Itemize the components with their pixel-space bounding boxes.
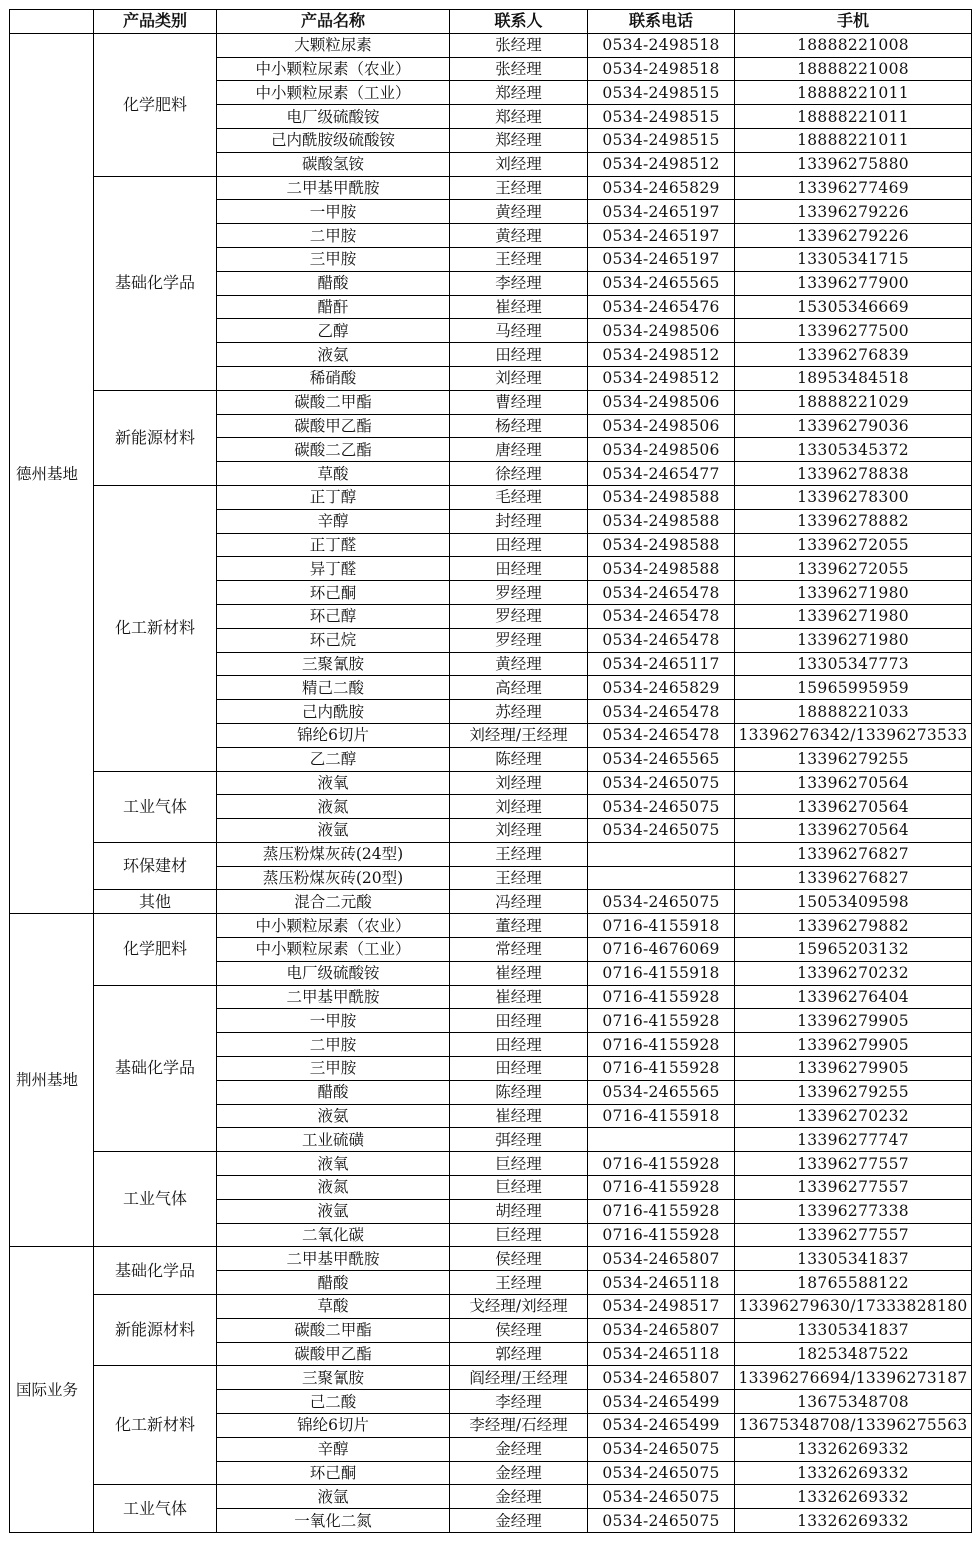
contact-person-cell: 李经理 — [450, 271, 588, 295]
phone-cell — [588, 1128, 735, 1152]
product-name-cell: 中小颗粒尿素（工业） — [217, 81, 450, 105]
product-name-cell: 二氧化碳 — [217, 1223, 450, 1247]
mobile-cell: 18888221008 — [735, 33, 972, 57]
phone-cell: 0534-2465829 — [588, 676, 735, 700]
phone-cell: 0534-2498515 — [588, 128, 735, 152]
table-row — [10, 1247, 972, 1271]
product-name-cell: 二甲胺 — [217, 1033, 450, 1057]
mobile-cell: 13396276839 — [735, 343, 972, 367]
product-name-cell: 三聚氰胺 — [217, 1366, 450, 1390]
mobile-cell: 13326269332 — [735, 1509, 972, 1533]
contact-person-cell: 崔经理 — [450, 961, 588, 985]
mobile-cell: 13396270564 — [735, 795, 972, 819]
mobile-cell: 18888221033 — [735, 700, 972, 724]
phone-cell — [588, 842, 735, 866]
mobile-cell: 13396278882 — [735, 509, 972, 533]
contact-person-cell: 侯经理 — [450, 1318, 588, 1342]
contact-person-cell: 戈经理/刘经理 — [450, 1295, 588, 1319]
phone-cell: 0716-4155928 — [588, 1152, 735, 1176]
category-cell: 新能源材料 — [94, 390, 217, 485]
contact-person-cell: 董经理 — [450, 914, 588, 938]
contact-person-cell: 田经理 — [450, 1009, 588, 1033]
product-name-cell: 锦纶6切片 — [217, 723, 450, 747]
mobile-cell: 18888221011 — [735, 81, 972, 105]
contact-person-cell: 马经理 — [450, 319, 588, 343]
mobile-cell: 13396270564 — [735, 819, 972, 843]
product-name-cell: 液氧 — [217, 1152, 450, 1176]
phone-cell: 0534-2498512 — [588, 366, 735, 390]
mobile-cell: 13396275880 — [735, 152, 972, 176]
category-cell: 新能源材料 — [94, 1295, 217, 1366]
contact-person-cell: 田经理 — [450, 533, 588, 557]
mobile-cell: 13396279630/17333828180 — [735, 1295, 972, 1319]
product-name-cell: 草酸 — [217, 1295, 450, 1319]
mobile-cell: 13396276404 — [735, 985, 972, 1009]
category-cell: 工业气体 — [94, 1485, 217, 1533]
mobile-cell: 13396277500 — [735, 319, 972, 343]
mobile-cell: 13396277900 — [735, 271, 972, 295]
product-name-cell: 己内酰胺级硫酸铵 — [217, 128, 450, 152]
category-cell: 化学肥料 — [94, 914, 217, 985]
header-row — [10, 10, 972, 34]
mobile-cell: 13396277747 — [735, 1128, 972, 1152]
mobile-cell: 15965203132 — [735, 938, 972, 962]
product-name-cell: 工业硫磺 — [217, 1128, 450, 1152]
phone-cell: 0534-2465075 — [588, 890, 735, 914]
mobile-cell: 13396279882 — [735, 914, 972, 938]
contact-person-cell: 刘经理 — [450, 819, 588, 843]
contact-person-cell: 弭经理 — [450, 1128, 588, 1152]
product-name-cell: 环己醇 — [217, 604, 450, 628]
table-row — [10, 985, 972, 1009]
mobile-cell: 15053409598 — [735, 890, 972, 914]
phone-cell: 0534-2498506 — [588, 438, 735, 462]
contact-person-cell: 刘经理 — [450, 771, 588, 795]
product-name-cell: 二甲基甲酰胺 — [217, 1247, 450, 1271]
product-name-cell: 液氩 — [217, 819, 450, 843]
product-name-cell: 二甲基甲酰胺 — [217, 176, 450, 200]
category-cell: 其他 — [94, 890, 217, 914]
contact-person-cell: 张经理 — [450, 57, 588, 81]
phone-cell — [588, 866, 735, 890]
table-row — [10, 771, 972, 795]
category-cell: 化工新材料 — [94, 1366, 217, 1485]
product-contact-table — [9, 9, 972, 1533]
phone-cell: 0534-2465117 — [588, 652, 735, 676]
product-name-cell: 精己二酸 — [217, 676, 450, 700]
contact-person-cell: 田经理 — [450, 1033, 588, 1057]
contact-person-cell: 王经理 — [450, 176, 588, 200]
phone-cell: 0716-4155928 — [588, 1009, 735, 1033]
phone-cell: 0534-2465118 — [588, 1342, 735, 1366]
product-name-cell: 液氨 — [217, 343, 450, 367]
product-name-cell: 二甲基甲酰胺 — [217, 985, 450, 1009]
category-cell: 化学肥料 — [94, 33, 217, 176]
product-name-cell: 辛醇 — [217, 509, 450, 533]
mobile-cell: 13326269332 — [735, 1437, 972, 1461]
mobile-cell: 13396272055 — [735, 557, 972, 581]
phone-cell: 0534-2465075 — [588, 1461, 735, 1485]
table-row — [10, 33, 972, 57]
mobile-cell: 18888221011 — [735, 105, 972, 129]
header-base-cell — [10, 10, 94, 34]
contact-person-cell: 黄经理 — [450, 200, 588, 224]
phone-cell: 0534-2498506 — [588, 319, 735, 343]
product-name-cell: 碳酸氢铵 — [217, 152, 450, 176]
mobile-cell: 13305341837 — [735, 1247, 972, 1271]
contact-person-cell: 王经理 — [450, 866, 588, 890]
base-name-cell: 德州基地 — [10, 33, 94, 913]
phone-cell: 0534-2498512 — [588, 343, 735, 367]
contact-person-cell: 刘经理/王经理 — [450, 723, 588, 747]
mobile-cell: 13326269332 — [735, 1485, 972, 1509]
mobile-cell: 13675348708/13396275563 — [735, 1414, 972, 1438]
product-name-cell: 中小颗粒尿素（工业） — [217, 938, 450, 962]
product-name-cell: 液氧 — [217, 771, 450, 795]
contact-person-cell: 胡经理 — [450, 1199, 588, 1223]
phone-cell: 0534-2465478 — [588, 581, 735, 605]
mobile-cell: 13305347773 — [735, 652, 972, 676]
contact-person-cell: 罗经理 — [450, 628, 588, 652]
phone-cell: 0534-2465477 — [588, 462, 735, 486]
phone-cell: 0716-4155918 — [588, 1104, 735, 1128]
mobile-cell: 13396278300 — [735, 485, 972, 509]
category-cell: 基础化学品 — [94, 1247, 217, 1295]
contact-person-cell: 封经理 — [450, 509, 588, 533]
mobile-cell: 15305346669 — [735, 295, 972, 319]
mobile-cell: 18888221029 — [735, 390, 972, 414]
table-row — [10, 485, 972, 509]
phone-cell: 0534-2498506 — [588, 390, 735, 414]
contact-person-cell: 巨经理 — [450, 1152, 588, 1176]
mobile-cell: 13396279255 — [735, 747, 972, 771]
phone-cell: 0534-2498588 — [588, 485, 735, 509]
product-name-cell: 正丁醛 — [217, 533, 450, 557]
table-row — [10, 1152, 972, 1176]
contact-person-cell: 罗经理 — [450, 604, 588, 628]
mobile-cell: 13396279255 — [735, 1080, 972, 1104]
contact-person-cell: 巨经理 — [450, 1176, 588, 1200]
mobile-cell: 13396270232 — [735, 1104, 972, 1128]
phone-cell: 0716-4155928 — [588, 1199, 735, 1223]
contact-person-cell: 唐经理 — [450, 438, 588, 462]
mobile-cell: 13396279905 — [735, 1057, 972, 1081]
phone-cell: 0534-2465499 — [588, 1414, 735, 1438]
table-row — [10, 1485, 972, 1509]
contact-person-cell: 郑经理 — [450, 128, 588, 152]
phone-cell: 0534-2465197 — [588, 200, 735, 224]
category-cell: 基础化学品 — [94, 985, 217, 1152]
product-name-cell: 己二酸 — [217, 1390, 450, 1414]
product-name-cell: 液氨 — [217, 1104, 450, 1128]
contact-person-cell: 郑经理 — [450, 105, 588, 129]
product-name-cell: 环己酮 — [217, 1461, 450, 1485]
mobile-cell: 13396270564 — [735, 771, 972, 795]
base-name-cell: 荆州基地 — [10, 914, 94, 1247]
contact-person-cell: 常经理 — [450, 938, 588, 962]
mobile-cell: 13396270232 — [735, 961, 972, 985]
mobile-cell: 13396279905 — [735, 1033, 972, 1057]
contact-person-cell: 郭经理 — [450, 1342, 588, 1366]
contact-person-cell: 侯经理 — [450, 1247, 588, 1271]
mobile-cell: 13305345372 — [735, 438, 972, 462]
contact-person-cell: 徐经理 — [450, 462, 588, 486]
product-name-cell: 碳酸甲乙酯 — [217, 1342, 450, 1366]
phone-cell: 0534-2465478 — [588, 628, 735, 652]
category-cell: 基础化学品 — [94, 176, 217, 390]
product-name-cell: 中小颗粒尿素（农业） — [217, 57, 450, 81]
table-row — [10, 914, 972, 938]
mobile-cell: 13396279036 — [735, 414, 972, 438]
contact-person-cell: 陈经理 — [450, 1080, 588, 1104]
contact-person-cell: 田经理 — [450, 557, 588, 581]
phone-cell: 0534-2465807 — [588, 1318, 735, 1342]
contact-person-cell: 高经理 — [450, 676, 588, 700]
contact-person-cell: 黄经理 — [450, 652, 588, 676]
phone-cell: 0534-2465075 — [588, 819, 735, 843]
product-name-cell: 乙二醇 — [217, 747, 450, 771]
product-name-cell: 环己酮 — [217, 581, 450, 605]
product-name-cell: 醋酸 — [217, 1271, 450, 1295]
table-row — [10, 1295, 972, 1319]
product-name-cell: 辛醇 — [217, 1437, 450, 1461]
product-name-cell: 电厂级硫酸铵 — [217, 961, 450, 985]
product-name-cell: 液氮 — [217, 795, 450, 819]
mobile-cell: 13326269332 — [735, 1461, 972, 1485]
phone-cell: 0534-2465197 — [588, 224, 735, 248]
contact-person-cell: 金经理 — [450, 1485, 588, 1509]
mobile-cell: 13396277469 — [735, 176, 972, 200]
product-name-cell: 液氮 — [217, 1176, 450, 1200]
phone-cell: 0534-2465118 — [588, 1271, 735, 1295]
contact-person-cell: 杨经理 — [450, 414, 588, 438]
product-name-cell: 电厂级硫酸铵 — [217, 105, 450, 129]
mobile-cell: 13305341837 — [735, 1318, 972, 1342]
phone-cell: 0534-2465829 — [588, 176, 735, 200]
phone-cell: 0534-2465565 — [588, 1080, 735, 1104]
product-name-cell: 一氧化二氮 — [217, 1509, 450, 1533]
phone-cell: 0534-2465478 — [588, 723, 735, 747]
phone-cell: 0534-2498506 — [588, 414, 735, 438]
contact-person-cell: 田经理 — [450, 1057, 588, 1081]
contact-person-cell: 刘经理 — [450, 366, 588, 390]
category-cell: 工业气体 — [94, 1152, 217, 1247]
contact-person-cell: 黄经理 — [450, 224, 588, 248]
product-name-cell: 醋酐 — [217, 295, 450, 319]
mobile-cell: 13396277338 — [735, 1199, 972, 1223]
mobile-cell: 13396277557 — [735, 1223, 972, 1247]
mobile-cell: 18888221011 — [735, 128, 972, 152]
product-name-cell: 混合二元酸 — [217, 890, 450, 914]
product-name-cell: 碳酸二甲酯 — [217, 390, 450, 414]
table-row — [10, 390, 972, 414]
contact-person-cell: 崔经理 — [450, 985, 588, 1009]
phone-cell: 0534-2465075 — [588, 795, 735, 819]
mobile-cell: 13396276827 — [735, 866, 972, 890]
mobile-cell: 13396277557 — [735, 1176, 972, 1200]
phone-cell: 0534-2465075 — [588, 771, 735, 795]
contact-person-cell: 巨经理 — [450, 1223, 588, 1247]
contact-person-cell: 毛经理 — [450, 485, 588, 509]
category-cell: 化工新材料 — [94, 485, 217, 771]
phone-cell: 0534-2465075 — [588, 1509, 735, 1533]
product-name-cell: 液氩 — [217, 1199, 450, 1223]
phone-cell: 0534-2465478 — [588, 700, 735, 724]
phone-cell: 0534-2498518 — [588, 57, 735, 81]
contact-person-cell: 王经理 — [450, 842, 588, 866]
contact-person-cell: 冯经理 — [450, 890, 588, 914]
product-name-cell: 环己烷 — [217, 628, 450, 652]
header-category: 产品类别 — [94, 10, 217, 34]
phone-cell: 0534-2498588 — [588, 509, 735, 533]
contact-person-cell: 陈经理 — [450, 747, 588, 771]
phone-cell: 0534-2465478 — [588, 604, 735, 628]
contact-person-cell: 李经理/石经理 — [450, 1414, 588, 1438]
phone-cell: 0534-2465807 — [588, 1247, 735, 1271]
table-row — [10, 890, 972, 914]
contact-person-cell: 田经理 — [450, 343, 588, 367]
product-name-cell: 三聚氰胺 — [217, 652, 450, 676]
product-name-cell: 乙醇 — [217, 319, 450, 343]
table-row — [10, 176, 972, 200]
product-name-cell: 稀硝酸 — [217, 366, 450, 390]
contact-person-cell: 郑经理 — [450, 81, 588, 105]
phone-cell: 0716-4155928 — [588, 1033, 735, 1057]
phone-cell: 0534-2498517 — [588, 1295, 735, 1319]
phone-cell: 0716-4155928 — [588, 1176, 735, 1200]
phone-cell: 0534-2498518 — [588, 33, 735, 57]
phone-cell: 0534-2465197 — [588, 247, 735, 271]
mobile-cell: 18253487522 — [735, 1342, 972, 1366]
contact-person-cell: 王经理 — [450, 1271, 588, 1295]
product-name-cell: 醋酸 — [217, 271, 450, 295]
contact-person-cell: 罗经理 — [450, 581, 588, 605]
table-row — [10, 842, 972, 866]
contact-person-cell: 金经理 — [450, 1437, 588, 1461]
mobile-cell: 13396271980 — [735, 581, 972, 605]
mobile-cell: 18888221008 — [735, 57, 972, 81]
contact-person-cell: 崔经理 — [450, 1104, 588, 1128]
base-name-cell: 国际业务 — [10, 1247, 94, 1533]
product-name-cell: 二甲胺 — [217, 224, 450, 248]
product-name-cell: 一甲胺 — [217, 1009, 450, 1033]
mobile-cell: 15965995959 — [735, 676, 972, 700]
mobile-cell: 13396276342/13396273533 — [735, 723, 972, 747]
table-row — [10, 1366, 972, 1390]
product-name-cell: 碳酸二乙酯 — [217, 438, 450, 462]
product-name-cell: 碳酸二甲酯 — [217, 1318, 450, 1342]
contact-person-cell: 崔经理 — [450, 295, 588, 319]
product-name-cell: 己内酰胺 — [217, 700, 450, 724]
product-name-cell: 液氩 — [217, 1485, 450, 1509]
product-name-cell: 一甲胺 — [217, 200, 450, 224]
category-cell: 工业气体 — [94, 771, 217, 842]
phone-cell: 0534-2498588 — [588, 557, 735, 581]
phone-cell: 0534-2498512 — [588, 152, 735, 176]
product-name-cell: 异丁醛 — [217, 557, 450, 581]
phone-cell: 0534-2465499 — [588, 1390, 735, 1414]
phone-cell: 0534-2465075 — [588, 1485, 735, 1509]
mobile-cell: 13396276694/13396273187 — [735, 1366, 972, 1390]
contact-person-cell: 阎经理/王经理 — [450, 1366, 588, 1390]
phone-cell: 0716-4155918 — [588, 961, 735, 985]
phone-cell: 0534-2498515 — [588, 81, 735, 105]
contact-person-cell: 刘经理 — [450, 152, 588, 176]
contact-person-cell: 张经理 — [450, 33, 588, 57]
contact-person-cell: 刘经理 — [450, 795, 588, 819]
contact-person-cell: 金经理 — [450, 1509, 588, 1533]
contact-person-cell: 李经理 — [450, 1390, 588, 1414]
phone-cell: 0534-2465476 — [588, 295, 735, 319]
product-name-cell: 醋酸 — [217, 1080, 450, 1104]
phone-cell: 0716-4155928 — [588, 1057, 735, 1081]
phone-cell: 0716-4676069 — [588, 938, 735, 962]
contact-person-cell: 苏经理 — [450, 700, 588, 724]
mobile-cell: 13396276827 — [735, 842, 972, 866]
mobile-cell: 18953484518 — [735, 366, 972, 390]
mobile-cell: 13396279226 — [735, 200, 972, 224]
product-name-cell: 中小颗粒尿素（农业） — [217, 914, 450, 938]
header-contact-person: 联系人 — [450, 10, 588, 34]
phone-cell: 0534-2465565 — [588, 271, 735, 295]
phone-cell: 0534-2498515 — [588, 105, 735, 129]
mobile-cell: 13396271980 — [735, 604, 972, 628]
product-name-cell: 碳酸甲乙酯 — [217, 414, 450, 438]
product-name-cell: 正丁醇 — [217, 485, 450, 509]
phone-cell: 0534-2465075 — [588, 1437, 735, 1461]
phone-cell: 0534-2465807 — [588, 1366, 735, 1390]
mobile-cell: 13396279226 — [735, 224, 972, 248]
product-name-cell: 大颗粒尿素 — [217, 33, 450, 57]
mobile-cell: 13305341715 — [735, 247, 972, 271]
header-phone: 联系电话 — [588, 10, 735, 34]
product-name-cell: 锦纶6切片 — [217, 1414, 450, 1438]
phone-cell: 0534-2498588 — [588, 533, 735, 557]
mobile-cell: 13396272055 — [735, 533, 972, 557]
phone-cell: 0716-4155928 — [588, 1223, 735, 1247]
phone-cell: 0716-4155918 — [588, 914, 735, 938]
mobile-cell: 13396271980 — [735, 628, 972, 652]
mobile-cell: 13396279905 — [735, 1009, 972, 1033]
product-name-cell: 蒸压粉煤灰砖(20型) — [217, 866, 450, 890]
category-cell: 环保建材 — [94, 842, 217, 890]
product-name-cell: 三甲胺 — [217, 247, 450, 271]
contact-person-cell: 王经理 — [450, 247, 588, 271]
product-name-cell: 三甲胺 — [217, 1057, 450, 1081]
contact-person-cell: 曹经理 — [450, 390, 588, 414]
header-product-name: 产品名称 — [217, 10, 450, 34]
table-body — [10, 33, 972, 1532]
header-mobile: 手机 — [735, 10, 972, 34]
mobile-cell: 18765588122 — [735, 1271, 972, 1295]
mobile-cell: 13675348708 — [735, 1390, 972, 1414]
product-name-cell: 草酸 — [217, 462, 450, 486]
contact-person-cell: 金经理 — [450, 1461, 588, 1485]
mobile-cell: 13396278838 — [735, 462, 972, 486]
mobile-cell: 13396277557 — [735, 1152, 972, 1176]
phone-cell: 0716-4155928 — [588, 985, 735, 1009]
product-name-cell: 蒸压粉煤灰砖(24型) — [217, 842, 450, 866]
phone-cell: 0534-2465565 — [588, 747, 735, 771]
